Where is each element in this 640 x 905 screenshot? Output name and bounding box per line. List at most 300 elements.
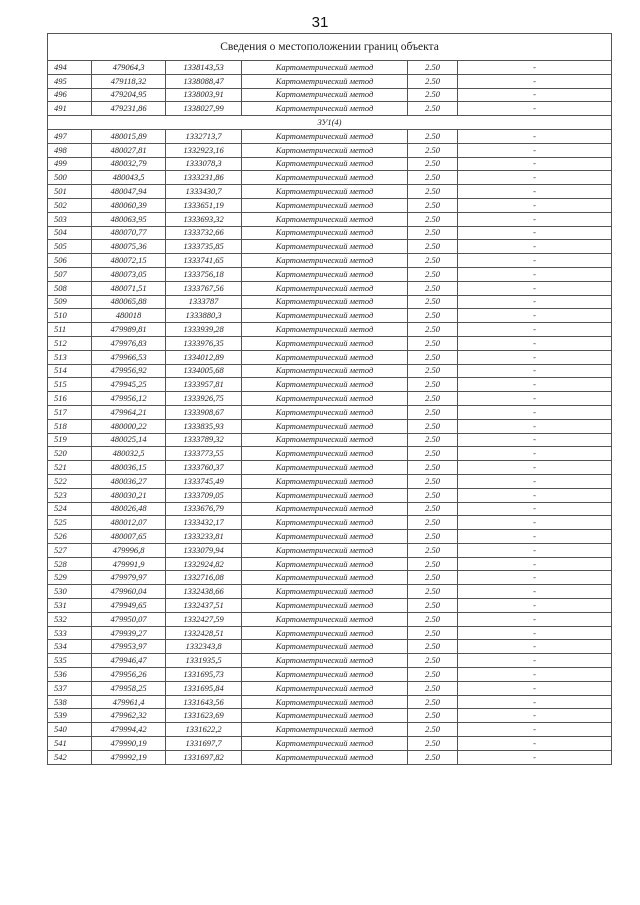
method-cell: Картометрический метод — [242, 378, 408, 392]
coord-y-cell: 1331623,69 — [166, 709, 242, 723]
method-cell: Картометрический метод — [242, 516, 408, 530]
description-cell: - — [458, 599, 612, 613]
table-row — [48, 405, 612, 419]
coord-x-cell: 480015,89 — [92, 129, 166, 143]
accuracy-cell: 2.50 — [408, 102, 458, 116]
table-row — [48, 750, 612, 764]
accuracy-cell: 2.50 — [408, 129, 458, 143]
coord-y-cell: 1332428,51 — [166, 626, 242, 640]
coord-y-cell: 1333432,17 — [166, 516, 242, 530]
accuracy-cell: 2.50 — [408, 668, 458, 682]
table-row — [48, 350, 612, 364]
coord-y-cell: 1334012,89 — [166, 350, 242, 364]
method-cell: Картометрический метод — [242, 530, 408, 544]
method-cell: Картометрический метод — [242, 74, 408, 88]
method-cell: Картометрический метод — [242, 281, 408, 295]
description-cell: - — [458, 474, 612, 488]
coord-x-cell: 479118,32 — [92, 74, 166, 88]
coord-x-cell: 479962,32 — [92, 709, 166, 723]
coord-x-cell: 479996,8 — [92, 543, 166, 557]
table-row — [48, 474, 612, 488]
table-row — [48, 612, 612, 626]
description-cell: - — [458, 185, 612, 199]
coord-y-cell: 1333732,66 — [166, 226, 242, 240]
table-row — [48, 599, 612, 613]
coord-y-cell: 1333231,86 — [166, 171, 242, 185]
table-row — [48, 516, 612, 530]
method-cell: Картометрический метод — [242, 405, 408, 419]
accuracy-cell: 2.50 — [408, 267, 458, 281]
accuracy-cell: 2.50 — [408, 543, 458, 557]
coord-y-cell: 1333693,32 — [166, 212, 242, 226]
description-cell: - — [458, 695, 612, 709]
section-label: ЗУ1(4) — [48, 116, 612, 130]
point-number-cell: 491 — [48, 102, 92, 116]
point-number-cell: 536 — [48, 668, 92, 682]
description-cell: - — [458, 612, 612, 626]
table-row — [48, 157, 612, 171]
description-cell: - — [458, 516, 612, 530]
table-row — [48, 143, 612, 157]
accuracy-cell: 2.50 — [408, 295, 458, 309]
table-row — [48, 212, 612, 226]
coord-x-cell: 479960,04 — [92, 585, 166, 599]
coord-y-cell: 1333078,3 — [166, 157, 242, 171]
description-cell: - — [458, 737, 612, 751]
coord-y-cell: 1333835,93 — [166, 419, 242, 433]
description-cell: - — [458, 350, 612, 364]
table-row — [48, 668, 612, 682]
accuracy-cell: 2.50 — [408, 157, 458, 171]
point-number-cell: 532 — [48, 612, 92, 626]
coord-x-cell: 479994,42 — [92, 723, 166, 737]
coord-x-cell: 479953,97 — [92, 640, 166, 654]
accuracy-cell: 2.50 — [408, 405, 458, 419]
coord-x-cell: 479946,47 — [92, 654, 166, 668]
description-cell: - — [458, 433, 612, 447]
coord-y-cell: 1332437,51 — [166, 599, 242, 613]
coord-x-cell: 480018 — [92, 309, 166, 323]
coord-x-cell: 480075,36 — [92, 240, 166, 254]
method-cell: Картометрический метод — [242, 185, 408, 199]
method-cell: Картометрический метод — [242, 350, 408, 364]
description-cell: - — [458, 212, 612, 226]
coord-x-cell: 479939,27 — [92, 626, 166, 640]
coord-x-cell: 479992,19 — [92, 750, 166, 764]
accuracy-cell: 2.50 — [408, 226, 458, 240]
description-cell: - — [458, 309, 612, 323]
method-cell: Картометрический метод — [242, 571, 408, 585]
point-number-cell: 537 — [48, 681, 92, 695]
coord-y-cell: 1333957,81 — [166, 378, 242, 392]
coord-y-cell: 1333787 — [166, 295, 242, 309]
method-cell: Картометрический метод — [242, 447, 408, 461]
method-cell: Картометрический метод — [242, 695, 408, 709]
table-row — [48, 61, 612, 75]
accuracy-cell: 2.50 — [408, 640, 458, 654]
method-cell: Картометрический метод — [242, 240, 408, 254]
point-number-cell: 512 — [48, 336, 92, 350]
point-number-cell: 533 — [48, 626, 92, 640]
accuracy-cell: 2.50 — [408, 461, 458, 475]
coord-y-cell: 1331697,82 — [166, 750, 242, 764]
coord-y-cell: 1333767,56 — [166, 281, 242, 295]
method-cell: Картометрический метод — [242, 102, 408, 116]
description-cell: - — [458, 267, 612, 281]
coord-y-cell: 1338027,99 — [166, 102, 242, 116]
table-row — [48, 392, 612, 406]
method-cell: Картометрический метод — [242, 309, 408, 323]
coord-y-cell: 1333773,55 — [166, 447, 242, 461]
description-cell: - — [458, 198, 612, 212]
method-cell: Картометрический метод — [242, 267, 408, 281]
accuracy-cell: 2.50 — [408, 502, 458, 516]
method-cell: Картометрический метод — [242, 198, 408, 212]
coord-y-cell: 1333430,7 — [166, 185, 242, 199]
description-cell: - — [458, 447, 612, 461]
table-row — [48, 695, 612, 709]
description-cell: - — [458, 392, 612, 406]
accuracy-cell: 2.50 — [408, 254, 458, 268]
table-row — [48, 640, 612, 654]
method-cell: Картометрический метод — [242, 336, 408, 350]
description-cell: - — [458, 668, 612, 682]
description-cell: - — [458, 654, 612, 668]
table-row — [48, 502, 612, 516]
table-row — [48, 198, 612, 212]
table-row — [48, 419, 612, 433]
coord-x-cell: 480043,5 — [92, 171, 166, 185]
table-row — [48, 723, 612, 737]
table-row — [48, 543, 612, 557]
accuracy-cell: 2.50 — [408, 88, 458, 102]
accuracy-cell: 2.50 — [408, 336, 458, 350]
coord-x-cell: 480036,27 — [92, 474, 166, 488]
accuracy-cell: 2.50 — [408, 474, 458, 488]
point-number-cell: 495 — [48, 74, 92, 88]
table-row — [48, 364, 612, 378]
coord-x-cell: 479956,12 — [92, 392, 166, 406]
table-row — [48, 129, 612, 143]
description-cell: - — [458, 240, 612, 254]
method-cell: Картометрический метод — [242, 129, 408, 143]
coord-y-cell: 1331695,84 — [166, 681, 242, 695]
point-number-cell: 539 — [48, 709, 92, 723]
coord-y-cell: 1331935,5 — [166, 654, 242, 668]
description-cell: - — [458, 709, 612, 723]
point-number-cell: 527 — [48, 543, 92, 557]
point-number-cell: 521 — [48, 461, 92, 475]
description-cell: - — [458, 681, 612, 695]
point-number-cell: 498 — [48, 143, 92, 157]
point-number-cell: 499 — [48, 157, 92, 171]
method-cell: Картометрический метод — [242, 171, 408, 185]
method-cell: Картометрический метод — [242, 226, 408, 240]
description-cell: - — [458, 750, 612, 764]
page-number: 31 — [311, 14, 329, 31]
coord-y-cell: 1338088,47 — [166, 74, 242, 88]
point-number-cell: 500 — [48, 171, 92, 185]
coord-y-cell: 1334005,68 — [166, 364, 242, 378]
method-cell: Картометрический метод — [242, 737, 408, 751]
method-cell: Картометрический метод — [242, 143, 408, 157]
accuracy-cell: 2.50 — [408, 240, 458, 254]
point-number-cell: 514 — [48, 364, 92, 378]
description-cell: - — [458, 723, 612, 737]
accuracy-cell: 2.50 — [408, 143, 458, 157]
table-row — [48, 102, 612, 116]
method-cell: Картометрический метод — [242, 502, 408, 516]
point-number-cell: 505 — [48, 240, 92, 254]
point-number-cell: 517 — [48, 405, 92, 419]
method-cell: Картометрический метод — [242, 488, 408, 502]
coord-x-cell: 479204,95 — [92, 88, 166, 102]
table-row — [48, 488, 612, 502]
accuracy-cell: 2.50 — [408, 323, 458, 337]
point-number-cell: 508 — [48, 281, 92, 295]
description-cell: - — [458, 557, 612, 571]
point-number-cell: 540 — [48, 723, 92, 737]
accuracy-cell: 2.50 — [408, 626, 458, 640]
method-cell: Картометрический метод — [242, 626, 408, 640]
table-row — [48, 240, 612, 254]
table-row — [48, 461, 612, 475]
accuracy-cell: 2.50 — [408, 599, 458, 613]
method-cell: Картометрический метод — [242, 433, 408, 447]
coord-x-cell: 479945,25 — [92, 378, 166, 392]
point-number-cell: 504 — [48, 226, 92, 240]
accuracy-cell: 2.50 — [408, 364, 458, 378]
coord-y-cell: 1331695,73 — [166, 668, 242, 682]
point-number-cell: 538 — [48, 695, 92, 709]
method-cell: Картометрический метод — [242, 557, 408, 571]
description-cell: - — [458, 88, 612, 102]
method-cell: Картометрический метод — [242, 364, 408, 378]
table-row — [48, 530, 612, 544]
point-number-cell: 513 — [48, 350, 92, 364]
coord-x-cell: 479064,3 — [92, 61, 166, 75]
coord-y-cell: 1333735,85 — [166, 240, 242, 254]
description-cell: - — [458, 502, 612, 516]
coord-y-cell: 1333651,19 — [166, 198, 242, 212]
coord-x-cell: 479231,86 — [92, 102, 166, 116]
coord-x-cell: 480065,88 — [92, 295, 166, 309]
method-cell: Картометрический метод — [242, 543, 408, 557]
coord-y-cell: 1332427,59 — [166, 612, 242, 626]
point-number-cell: 519 — [48, 433, 92, 447]
table-row — [48, 309, 612, 323]
method-cell: Картометрический метод — [242, 709, 408, 723]
coord-y-cell: 1333676,79 — [166, 502, 242, 516]
accuracy-cell: 2.50 — [408, 695, 458, 709]
coord-y-cell: 1333233,81 — [166, 530, 242, 544]
coord-y-cell: 1332923,16 — [166, 143, 242, 157]
table-row — [48, 323, 612, 337]
method-cell: Картометрический метод — [242, 750, 408, 764]
accuracy-cell: 2.50 — [408, 571, 458, 585]
table-row — [48, 171, 612, 185]
coord-x-cell: 479976,83 — [92, 336, 166, 350]
coord-x-cell: 480070,77 — [92, 226, 166, 240]
coord-x-cell: 479950,07 — [92, 612, 166, 626]
accuracy-cell: 2.50 — [408, 185, 458, 199]
table-row — [48, 433, 612, 447]
description-cell: - — [458, 571, 612, 585]
table-row — [48, 557, 612, 571]
point-number-cell: 526 — [48, 530, 92, 544]
coord-x-cell: 480032,79 — [92, 157, 166, 171]
coord-x-cell: 480063,95 — [92, 212, 166, 226]
method-cell: Картометрический метод — [242, 212, 408, 226]
accuracy-cell: 2.50 — [408, 392, 458, 406]
coord-y-cell: 1332713,7 — [166, 129, 242, 143]
coord-y-cell: 1332716,08 — [166, 571, 242, 585]
coord-x-cell: 479979,97 — [92, 571, 166, 585]
point-number-cell: 515 — [48, 378, 92, 392]
description-cell: - — [458, 364, 612, 378]
point-number-cell: 525 — [48, 516, 92, 530]
coord-x-cell: 480073,05 — [92, 267, 166, 281]
coord-y-cell: 1331697,7 — [166, 737, 242, 751]
method-cell: Картометрический метод — [242, 612, 408, 626]
table-row — [48, 626, 612, 640]
point-number-cell: 518 — [48, 419, 92, 433]
method-cell: Картометрический метод — [242, 681, 408, 695]
accuracy-cell: 2.50 — [408, 516, 458, 530]
coord-x-cell: 480072,15 — [92, 254, 166, 268]
point-number-cell: 494 — [48, 61, 92, 75]
point-number-cell: 497 — [48, 129, 92, 143]
coord-x-cell: 480007,65 — [92, 530, 166, 544]
description-cell: - — [458, 640, 612, 654]
coord-x-cell: 480027,81 — [92, 143, 166, 157]
method-cell: Картометрический метод — [242, 88, 408, 102]
coord-y-cell: 1331643,56 — [166, 695, 242, 709]
accuracy-cell: 2.50 — [408, 74, 458, 88]
coord-x-cell: 479958,25 — [92, 681, 166, 695]
description-cell: - — [458, 336, 612, 350]
coord-x-cell: 480030,21 — [92, 488, 166, 502]
table-row — [48, 571, 612, 585]
method-cell: Картометрический метод — [242, 640, 408, 654]
accuracy-cell: 2.50 — [408, 612, 458, 626]
point-number-cell: 523 — [48, 488, 92, 502]
coord-x-cell: 480047,94 — [92, 185, 166, 199]
point-number-cell: 502 — [48, 198, 92, 212]
description-cell: - — [458, 405, 612, 419]
coord-y-cell: 1333908,67 — [166, 405, 242, 419]
table-row — [48, 737, 612, 751]
table-title-row — [48, 34, 612, 61]
description-cell: - — [458, 226, 612, 240]
accuracy-cell: 2.50 — [408, 681, 458, 695]
coord-y-cell: 1338143,53 — [166, 61, 242, 75]
table-row — [48, 447, 612, 461]
point-number-cell: 507 — [48, 267, 92, 281]
description-cell: - — [458, 74, 612, 88]
accuracy-cell: 2.50 — [408, 61, 458, 75]
accuracy-cell: 2.50 — [408, 309, 458, 323]
table-row — [48, 336, 612, 350]
point-number-cell: 530 — [48, 585, 92, 599]
description-cell: - — [458, 61, 612, 75]
coord-y-cell: 1333709,05 — [166, 488, 242, 502]
table-row — [48, 295, 612, 309]
accuracy-cell: 2.50 — [408, 530, 458, 544]
description-cell: - — [458, 488, 612, 502]
description-cell: - — [458, 378, 612, 392]
point-number-cell: 520 — [48, 447, 92, 461]
accuracy-cell: 2.50 — [408, 212, 458, 226]
accuracy-cell: 2.50 — [408, 737, 458, 751]
accuracy-cell: 2.50 — [408, 654, 458, 668]
table-row — [48, 226, 612, 240]
method-cell: Картометрический метод — [242, 254, 408, 268]
table-row — [48, 267, 612, 281]
accuracy-cell: 2.50 — [408, 723, 458, 737]
point-number-cell: 529 — [48, 571, 92, 585]
accuracy-cell: 2.50 — [408, 750, 458, 764]
accuracy-cell: 2.50 — [408, 281, 458, 295]
coord-y-cell: 1333756,18 — [166, 267, 242, 281]
method-cell: Картометрический метод — [242, 295, 408, 309]
coord-x-cell: 479990,19 — [92, 737, 166, 751]
point-number-cell: 542 — [48, 750, 92, 764]
method-cell: Картометрический метод — [242, 157, 408, 171]
description-cell: - — [458, 585, 612, 599]
coord-x-cell: 479991,9 — [92, 557, 166, 571]
method-cell: Картометрический метод — [242, 392, 408, 406]
accuracy-cell: 2.50 — [408, 198, 458, 212]
method-cell: Картометрический метод — [242, 61, 408, 75]
method-cell: Картометрический метод — [242, 419, 408, 433]
point-number-cell: 501 — [48, 185, 92, 199]
point-number-cell: 496 — [48, 88, 92, 102]
accuracy-cell: 2.50 — [408, 419, 458, 433]
coord-x-cell: 480060,39 — [92, 198, 166, 212]
method-cell: Картометрический метод — [242, 461, 408, 475]
accuracy-cell: 2.50 — [408, 378, 458, 392]
coord-y-cell: 1332438,66 — [166, 585, 242, 599]
description-cell: - — [458, 102, 612, 116]
coord-x-cell: 479956,92 — [92, 364, 166, 378]
coord-x-cell: 480071,51 — [92, 281, 166, 295]
description-cell: - — [458, 461, 612, 475]
accuracy-cell: 2.50 — [408, 709, 458, 723]
point-number-cell: 535 — [48, 654, 92, 668]
coord-x-cell: 480012,07 — [92, 516, 166, 530]
method-cell: Картометрический метод — [242, 599, 408, 613]
accuracy-cell: 2.50 — [408, 557, 458, 571]
description-cell: - — [458, 530, 612, 544]
accuracy-cell: 2.50 — [408, 488, 458, 502]
coord-y-cell: 1333789,32 — [166, 433, 242, 447]
point-number-cell: 534 — [48, 640, 92, 654]
point-number-cell: 531 — [48, 599, 92, 613]
method-cell: Картометрический метод — [242, 323, 408, 337]
point-number-cell: 503 — [48, 212, 92, 226]
description-cell: - — [458, 254, 612, 268]
table-row — [48, 378, 612, 392]
description-cell: - — [458, 281, 612, 295]
coord-y-cell: 1333939,28 — [166, 323, 242, 337]
coord-y-cell: 1333741,65 — [166, 254, 242, 268]
accuracy-cell: 2.50 — [408, 585, 458, 599]
coord-x-cell: 480026,48 — [92, 502, 166, 516]
section-row — [48, 116, 612, 130]
coord-y-cell: 1333926,75 — [166, 392, 242, 406]
description-cell: - — [458, 157, 612, 171]
